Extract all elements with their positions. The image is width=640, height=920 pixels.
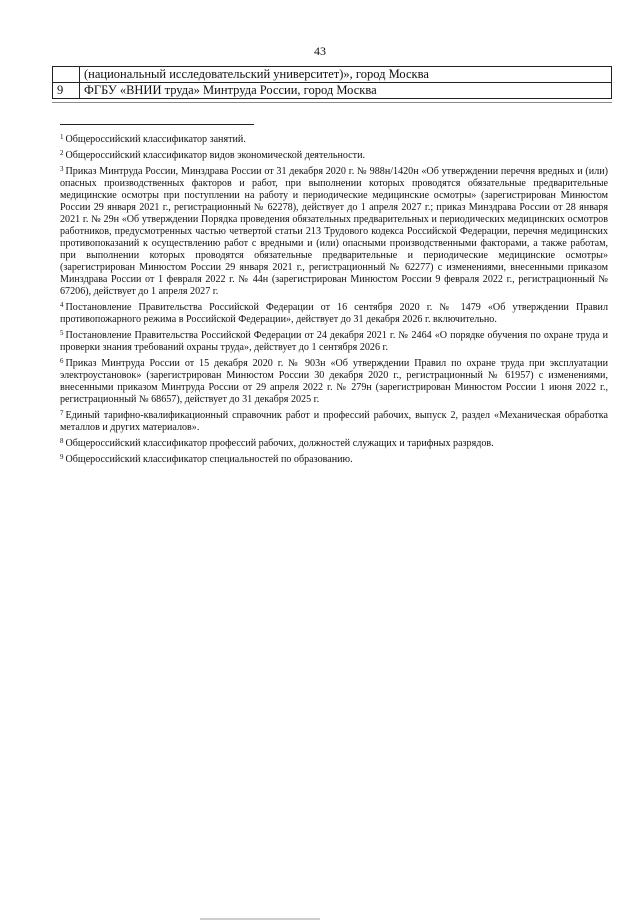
table-row (53, 67, 612, 83)
footnote-text: Приказ Минтруда России, Минздрава России от 31 декабря 2020 г. № 988н/1420н «Об утверждении перечня вредных и (или) опасных производственных факторов и работ, при выполнении которых проводятся обязательные предварительные медицинские осмотры при поступлении на работу и периодические медицинские осмотры» (зарегистрирован Минюстом России 29 января 2021 г., регистрационный № 62278), действует до 1 апреля 2027 г.; приказ Минздрава России от 28 января 2021 г. № 29н «Об утверждении Порядка проведения обязательных предварительных и периодических медицинских осмотров работников, предусмотренных частью четвертой статьи 213 Трудового кодекса Российской Федерации, перечня медицинских противопоказаний к осуществлению работ с вредными и (или) опасными производственными факторами, а также работам, при выполнении которых проводятся обязательные предварительные и периодические медицинские осмотры» (зарегистрирован Минюстом России 29 января 2021 г., регистрационный № 62277) с изменениями, внесенными приказом Минздрава России от 1 февраля 2022 г. № 44н (зарегистрирован Минюстом России 9 февраля 2022 г., регистрационный № 67206), действует до 1 апреля 2027 г. (60, 166, 608, 297)
footnote (60, 327, 608, 354)
developer-organizations-table (52, 66, 612, 99)
footnote (60, 131, 608, 146)
footnote-mark: 7 (60, 409, 64, 417)
footnote-text: Общероссийский классификатор занятий. (65, 134, 246, 145)
footnote-mark: 1 (60, 133, 64, 141)
footnote-mark: 4 (60, 301, 64, 309)
footnote-mark: 2 (60, 149, 64, 157)
organization-name: ФГБУ «ВНИИ труда» Минтруда России, город Москва (80, 83, 612, 99)
row-number (53, 67, 80, 83)
table-row (53, 83, 612, 99)
footnote (60, 451, 608, 466)
footnote-text: Общероссийский классификатор профессий рабочих, должностей служащих и тарифных разрядов. (65, 438, 494, 449)
organization-name: (национальный исследовательский университет)», город Москва (80, 67, 612, 83)
footnote-mark: 3 (60, 165, 64, 173)
footnote (60, 407, 608, 434)
footnote-mark: 5 (60, 329, 64, 337)
footnote-text: Постановление Правительства Российской Федерации от 24 декабря 2021 г. № 2464 «О порядке обучения по охране труда и проверки знания требований охраны труда», действует до 1 сентября 2026 г. (60, 330, 608, 353)
footnote-text: Общероссийский классификатор видов экономической деятельности. (65, 150, 365, 161)
footnote (60, 435, 608, 450)
footnote-separator (60, 124, 254, 125)
footnote (60, 355, 608, 406)
footnotes (60, 131, 608, 467)
row-number: 9 (53, 83, 80, 99)
footnote-text: Приказ Минтруда России от 15 декабря 2020 г. № 903н «Об утверждении Правил по охране труда при эксплуатации электроустановок» (зарегистрирован Минюстом России 30 декабря 2020 г., регистрационный № 61957) с изменениями, внесенными приказом Минтруда России от 29 апреля 2022 г. № 279н (зарегистрирован Минюстом России 1 июня 2022 г., регистрационный № 68657), действует до 31 декабря 2025 г. (60, 358, 608, 405)
page-number: 43 (314, 44, 326, 58)
footnote (60, 147, 608, 162)
footnote (60, 299, 608, 326)
footnote-text: Единый тарифно-квалификационный справочник работ и профессий рабочих, выпуск 2, раздел «Механическая обработка металлов и других материалов». (60, 410, 608, 433)
footnote-mark: 9 (60, 453, 64, 461)
table-bottom-line (52, 102, 612, 103)
footnote-mark: 8 (60, 437, 64, 445)
footnote (60, 163, 608, 298)
footnote-mark: 6 (60, 357, 64, 365)
footnote-text: Постановление Правительства Российской Федерации от 16 сентября 2020 г. № 1479 «Об утверждении Правил противопожарного режима в Российской Федерации», действует до 31 декабря 2026 г. включительно. (60, 302, 608, 325)
footnote-text: Общероссийский классификатор специальностей по образованию. (65, 454, 353, 465)
